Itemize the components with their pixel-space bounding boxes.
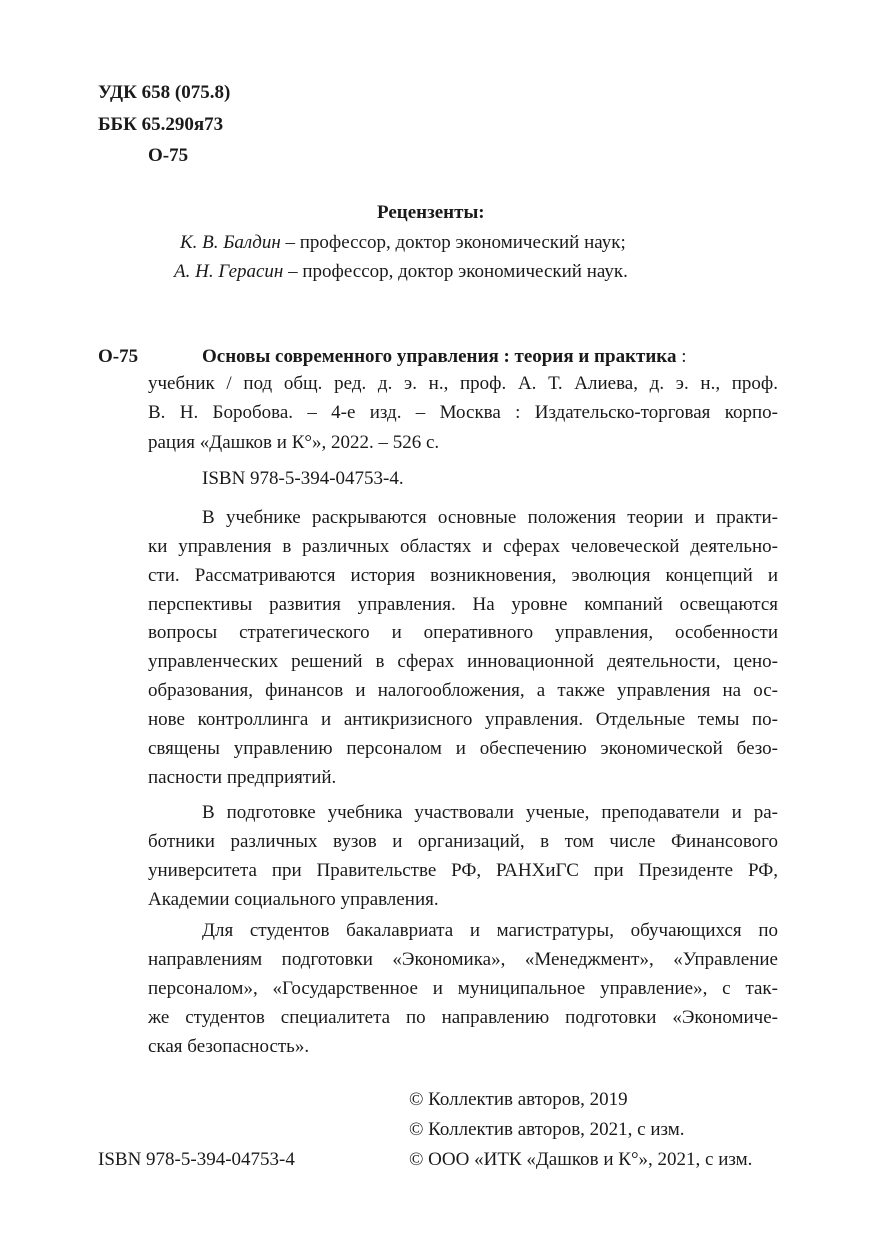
annotation-line: Академии социального управления.: [148, 889, 439, 910]
copyright-line: © ООО «ИТК «Дашков и К°», 2021, с изм.: [409, 1149, 753, 1170]
annotation-line: ская безопасность».: [148, 1036, 310, 1057]
annotation-line: университета при Правительстве РФ, РАНХиГС при Президенте РФ,: [148, 860, 778, 881]
book-title-line: [202, 346, 686, 368]
annotation-line: персоналом», «Государственное и муниципальное управление», с так-: [148, 978, 778, 999]
annotation-line: же студентов специалитета по направлению подготовки «Экономиче-: [148, 1007, 778, 1028]
annotation-line: вопросы стратегического и оперативного управления, особенности: [148, 622, 778, 643]
annotation-line: образования, финансов и налогообложения, а также управления на ос-: [148, 680, 778, 701]
copyright-line: © Коллектив авторов, 2019: [409, 1089, 628, 1110]
book-title: Основы современного управления : теория и практика: [202, 346, 677, 367]
annotation-line: Для студентов бакалавриата и магистратуры, обучающихся по: [202, 920, 778, 941]
annotation-line: направлениям подготовки «Экономика», «Менеджмент», «Управление: [148, 949, 778, 970]
bibliographic-line: В. Н. Боробова. – 4-е изд. – Москва : Издательско-торговая корпо-: [148, 402, 778, 423]
bibliographic-mark: О-75: [98, 346, 139, 367]
reviewer-1: [180, 232, 626, 254]
annotation-line: перспективы развития управления. На уровне компаний освещаются: [148, 594, 778, 615]
bbk-code: ББК 65.290я73: [98, 114, 224, 135]
author-mark: О-75: [148, 145, 189, 166]
annotation-line: сти. Рассматриваются история возникновения, эволюция концепций и: [148, 565, 778, 586]
book-title-tail: :: [676, 346, 687, 367]
udk-code: УДК 658 (075.8): [98, 82, 231, 103]
annotation-line: нове контроллинга и антикризисного управления. Отдельные темы по-: [148, 709, 778, 730]
annotation-line: В подготовке учебника участвовали ученые, преподаватели и ра-: [202, 802, 778, 823]
bibliographic-line: рация «Дашков и К°», 2022. – 526 с.: [148, 432, 440, 453]
footer-isbn: ISBN 978-5-394-04753-4: [98, 1149, 295, 1170]
annotation-line: В учебнике раскрываются основные положения теории и практи-: [202, 507, 778, 528]
annotation-line: управленческих решений в сферах инновационной деятельности, цено-: [148, 651, 778, 672]
reviewers-heading: Рецензенты:: [377, 202, 485, 223]
annotation-line: пасности предприятий.: [148, 767, 337, 788]
bibliographic-isbn: ISBN 978-5-394-04753-4.: [202, 468, 404, 489]
copyright-line: © Коллектив авторов, 2021, с изм.: [409, 1119, 685, 1140]
reviewer-name: К. В. Балдин: [180, 232, 281, 253]
reviewer-2: [174, 261, 628, 283]
annotation-line: ки управления в различных областях и сферах человеческой деятельно-: [148, 536, 778, 557]
reviewer-title: – профессор, доктор экономический наук;: [280, 232, 626, 253]
reviewer-title: – профессор, доктор экономический наук.: [283, 261, 628, 282]
annotation-line: ботники различных вузов и организаций, в том числе Финансового: [148, 831, 778, 852]
annotation-line: священы управлению персоналом и обеспечению экономической безо-: [148, 738, 778, 759]
bibliographic-line: учебник / под общ. ред. д. э. н., проф. А. Т. Алиева, д. э. н., проф.: [148, 373, 778, 394]
reviewer-name: А. Н. Герасин: [174, 261, 284, 282]
